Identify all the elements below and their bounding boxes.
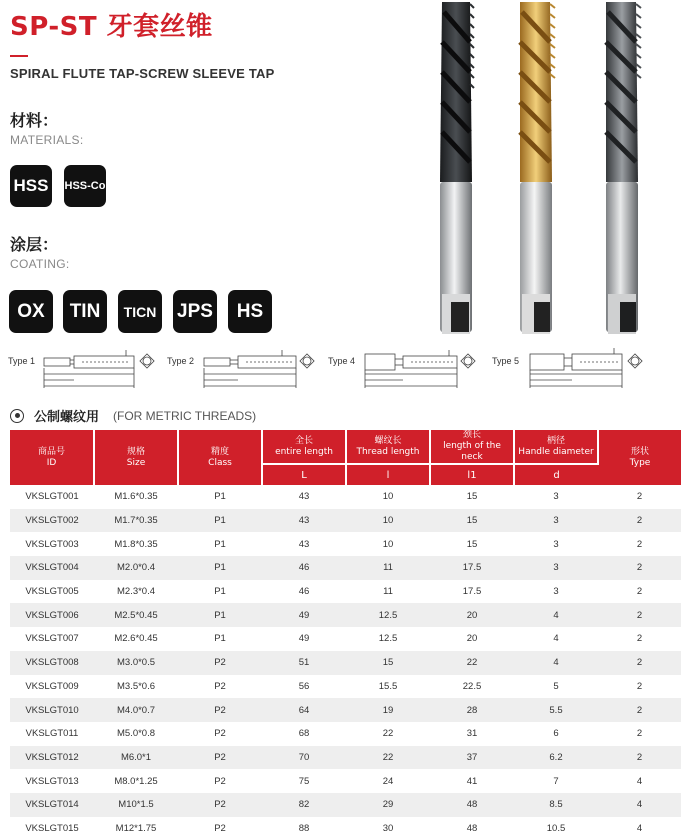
page-subtitle: SPIRAL FLUTE TAP-SCREW SLEEVE TAP (10, 66, 275, 81)
cell-neck-length: 20 (430, 603, 514, 627)
cell-type: 2 (598, 698, 681, 722)
cell-thread-length: 10 (382, 491, 394, 503)
spec-table (10, 430, 681, 837)
cell-class: P2 (214, 680, 226, 692)
cell-entire-length: 64 (262, 698, 346, 722)
header-handle-diameter: 柄径 Handle diameter (514, 430, 598, 464)
cell-thread-length: 11 (383, 586, 393, 598)
cell-id: VKSLGT009 (25, 680, 79, 692)
cell-class: P2 (214, 728, 226, 740)
cell-handle-diameter: 5 (553, 680, 559, 692)
cell-neck-length: 48 (430, 793, 514, 817)
materials-label-cn: 材料： (10, 111, 59, 130)
cell-type: 2 (598, 603, 681, 627)
table-row (10, 722, 681, 746)
cell-id: VKSLGT002 (10, 509, 94, 533)
cell-id: VKSLGT006 (10, 603, 94, 627)
cell-size: M2.3*0.4 (116, 586, 156, 598)
cell-thread-length: 12.5 (346, 603, 430, 627)
cell-neck-length: 15 (430, 509, 514, 533)
cell-entire-length: 49 (298, 633, 310, 645)
cell-neck-length: 22 (430, 651, 514, 675)
type-1-diagram (42, 346, 162, 390)
coating-badge-ox: OX (9, 290, 53, 333)
cell-handle-diameter: 3 (514, 509, 598, 533)
cell-size: M5.0*0.8 (116, 728, 156, 740)
cell-handle-diameter: 5.5 (514, 698, 598, 722)
table-row (10, 746, 681, 770)
table-row (10, 675, 681, 699)
cell-thread-length: 30 (382, 822, 394, 834)
cell-neck-length: 17.5 (462, 586, 482, 598)
cell-neck-length: 48 (466, 822, 478, 834)
cell-entire-length: 43 (298, 491, 310, 503)
cell-entire-length: 43 (298, 538, 310, 550)
coating-badge-hs: HS (228, 290, 272, 333)
cell-entire-length: 56 (298, 680, 310, 692)
spiral-tap-black-image (436, 2, 486, 336)
cell-handle-diameter: 7 (553, 775, 559, 787)
header-entire-length: 全长 entire length (262, 430, 346, 464)
cell-id: VKSLGT007 (25, 633, 79, 645)
cell-entire-length: 46 (298, 586, 310, 598)
cell-thread-length: 12.5 (378, 633, 398, 645)
cell-neck-length: 15 (466, 538, 478, 550)
cell-type: 2 (636, 586, 643, 598)
coating-label-cn: 涂层： (10, 235, 59, 254)
cell-thread-length: 10 (382, 538, 394, 550)
cell-type: 2 (636, 538, 643, 550)
cell-class: P1 (178, 509, 262, 533)
cell-id: VKSLGT008 (10, 651, 94, 675)
cell-size: M2.0*0.4 (94, 556, 178, 580)
cell-neck-length: 28 (430, 698, 514, 722)
table-row (10, 769, 681, 793)
title-underline (10, 55, 28, 57)
table-row (10, 509, 681, 533)
cell-size: M3.0*0.5 (94, 651, 178, 675)
table-row (10, 817, 681, 837)
cell-thread-length: 15.5 (378, 680, 398, 692)
table-row (10, 485, 681, 509)
cell-class: P2 (178, 746, 262, 770)
cell-handle-diameter: 6 (553, 728, 559, 740)
cell-handle-diameter: 3 (553, 538, 559, 550)
cell-type: 2 (598, 651, 681, 675)
materials-label-en: MATERIALS: (10, 133, 84, 147)
type-5-label: Type 5 (492, 356, 520, 366)
cell-handle-diameter: 3 (553, 586, 559, 598)
table-row (10, 793, 681, 817)
cell-size: M1.8*0.35 (114, 538, 158, 550)
spiral-tap-steel-image (598, 2, 648, 336)
cell-class: P2 (214, 775, 226, 787)
cell-id: VKSLGT014 (10, 793, 94, 817)
cell-class: P1 (214, 633, 226, 645)
cell-class: P1 (178, 603, 262, 627)
cell-size: M6.0*1 (94, 746, 178, 770)
metric-heading-en: (FOR METRIC THREADS) (113, 408, 257, 423)
cell-entire-length: 68 (298, 728, 310, 740)
spiral-tap-gold-image (512, 2, 564, 336)
cell-type: 2 (636, 633, 643, 645)
cell-id: VKSLGT011 (25, 728, 79, 740)
cell-entire-length: 43 (262, 509, 346, 533)
cell-type: 4 (636, 775, 643, 787)
cell-class: P2 (178, 651, 262, 675)
metric-heading-cn: 公制螺纹用 (34, 410, 100, 425)
cell-handle-diameter: 3 (553, 491, 559, 503)
cell-neck-length: 22.5 (462, 680, 482, 692)
symbol-L: L (262, 464, 346, 485)
header-size: 规格 Size (94, 430, 178, 485)
type-4-diagram (363, 346, 483, 390)
table-row (10, 556, 681, 580)
cell-neck-length: 20 (466, 633, 478, 645)
cell-id: VKSLGT005 (25, 586, 79, 598)
target-icon (10, 409, 24, 423)
table-row (10, 627, 681, 651)
cell-handle-diameter: 4 (514, 651, 598, 675)
symbol-l: l (346, 464, 430, 485)
page-title: SP-ST 牙套丝锥 (10, 12, 213, 42)
cell-size: M2.5*0.45 (94, 603, 178, 627)
table-body (10, 485, 681, 837)
cell-neck-length: 17.5 (430, 556, 514, 580)
cell-handle-diameter: 3 (514, 556, 598, 580)
cell-id: VKSLGT015 (25, 822, 79, 834)
header-thread-length: 螺纹长 Thread length (346, 430, 430, 464)
cell-class: P1 (214, 491, 226, 503)
table-row (10, 532, 681, 556)
coating-badge-tin: TIN (63, 290, 107, 333)
table-row (10, 651, 681, 675)
cell-entire-length: 51 (262, 651, 346, 675)
cell-type: 2 (598, 556, 681, 580)
material-badge-hss: HSS (10, 165, 52, 207)
cell-type: 2 (598, 746, 681, 770)
cell-handle-diameter: 6.2 (514, 746, 598, 770)
cell-size: M2.6*0.45 (114, 633, 158, 645)
cell-handle-diameter: 4 (553, 633, 559, 645)
cell-id: VKSLGT001 (25, 491, 79, 503)
cell-thread-length: 24 (382, 775, 394, 787)
cell-handle-diameter: 4 (514, 603, 598, 627)
cell-class: P1 (178, 556, 262, 580)
cell-entire-length: 82 (262, 793, 346, 817)
cell-size: M4.0*0.7 (94, 698, 178, 722)
cell-thread-length: 22 (382, 728, 394, 740)
coating-label-en: COATING: (10, 257, 70, 271)
cell-size: M1.6*0.35 (114, 491, 158, 503)
type-1-label: Type 1 (8, 356, 36, 366)
coating-badge-jps: JPS (173, 290, 217, 333)
cell-class: P1 (214, 586, 226, 598)
cell-thread-length: 10 (346, 509, 430, 533)
cell-id: VKSLGT013 (25, 775, 79, 787)
cell-handle-diameter: 10.5 (546, 822, 566, 834)
table-row (10, 698, 681, 722)
type-4-label: Type 4 (328, 356, 356, 366)
cell-size: M12*1.75 (115, 822, 157, 834)
type-2-diagram (202, 346, 322, 390)
cell-entire-length: 70 (262, 746, 346, 770)
cell-thread-length: 11 (346, 556, 430, 580)
cell-entire-length: 46 (262, 556, 346, 580)
cell-class: P2 (178, 698, 262, 722)
cell-class: P2 (214, 822, 226, 834)
cell-type: 2 (598, 509, 681, 533)
symbol-l1: l1 (430, 464, 514, 485)
cell-neck-length: 31 (466, 728, 478, 740)
cell-type: 2 (636, 728, 643, 740)
cell-entire-length: 49 (262, 603, 346, 627)
coating-badge-ticn: TICN (118, 290, 162, 333)
cell-type: 2 (636, 680, 643, 692)
cell-thread-length: 29 (346, 793, 430, 817)
metric-section-heading (10, 406, 256, 425)
table-row (10, 603, 681, 627)
cell-id: VKSLGT003 (25, 538, 79, 550)
table-header-row (10, 430, 681, 464)
cell-id: VKSLGT010 (10, 698, 94, 722)
type-5-diagram (528, 346, 652, 390)
cell-size: M8.0*1.25 (114, 775, 158, 787)
material-badge-hss-co: HSS-Co (64, 165, 106, 207)
cell-type: 2 (636, 491, 643, 503)
cell-size: M10*1.5 (94, 793, 178, 817)
type-2-label: Type 2 (167, 356, 195, 366)
header-class: 精度 Class (178, 430, 262, 485)
cell-thread-length: 15 (346, 651, 430, 675)
header-neck-length: 颈长 length of the neck (430, 430, 514, 464)
cell-neck-length: 41 (466, 775, 478, 787)
cell-thread-length: 19 (346, 698, 430, 722)
table-row (10, 580, 681, 604)
cell-handle-diameter: 8.5 (514, 793, 598, 817)
cell-thread-length: 22 (346, 746, 430, 770)
cell-id: VKSLGT004 (10, 556, 94, 580)
cell-entire-length: 75 (298, 775, 310, 787)
cell-size: M1.7*0.35 (94, 509, 178, 533)
cell-class: P1 (214, 538, 226, 550)
cell-id: VKSLGT012 (10, 746, 94, 770)
cell-neck-length: 15 (466, 491, 478, 503)
header-id: 商品号 ID (10, 430, 94, 485)
cell-class: P2 (178, 793, 262, 817)
cell-neck-length: 37 (430, 746, 514, 770)
header-type: 形状 Type (598, 430, 681, 485)
cell-size: M3.5*0.6 (116, 680, 156, 692)
symbol-d: d (514, 464, 598, 485)
cell-entire-length: 88 (298, 822, 310, 834)
cell-type: 4 (598, 793, 681, 817)
cell-type: 4 (636, 822, 643, 834)
